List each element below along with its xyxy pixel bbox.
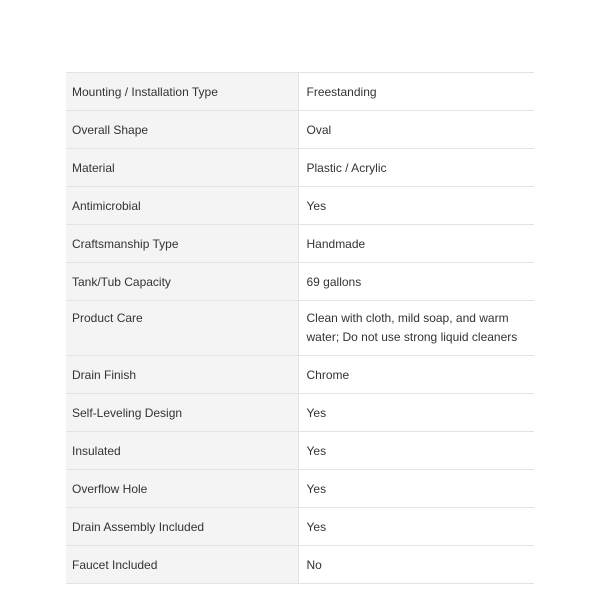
spec-row-product-care <box>66 301 534 356</box>
spec-row-craftsmanship-type <box>66 225 534 263</box>
spec-row-tub-capacity <box>66 263 534 301</box>
spec-value: Handmade <box>298 225 534 263</box>
spec-label: Insulated <box>66 432 298 470</box>
spec-row-self-leveling <box>66 394 534 432</box>
spec-value: Oval <box>298 111 534 149</box>
spec-label: Material <box>66 149 298 187</box>
spec-value: Yes <box>298 470 534 508</box>
spec-row-drain-finish <box>66 356 534 394</box>
spec-row-overflow-hole <box>66 470 534 508</box>
spec-value: Yes <box>298 394 534 432</box>
spec-value: Plastic / Acrylic <box>298 149 534 187</box>
specifications-table <box>66 72 534 584</box>
spec-label: Tank/Tub Capacity <box>66 263 298 301</box>
spec-row-material <box>66 149 534 187</box>
spec-label: Overall Shape <box>66 111 298 149</box>
spec-value: No <box>298 546 534 584</box>
spec-row-overall-shape <box>66 111 534 149</box>
spec-label: Craftsmanship Type <box>66 225 298 263</box>
spec-value: Freestanding <box>298 73 534 111</box>
spec-label: Drain Assembly Included <box>66 508 298 546</box>
spec-label: Overflow Hole <box>66 470 298 508</box>
spec-row-mounting-type <box>66 73 534 111</box>
spec-label: Product Care <box>66 301 298 356</box>
spec-label: Mounting / Installation Type <box>66 73 298 111</box>
spec-value: 69 gallons <box>298 263 534 301</box>
spec-value: Yes <box>298 508 534 546</box>
spec-label: Antimicrobial <box>66 187 298 225</box>
spec-value: Chrome <box>298 356 534 394</box>
spec-row-drain-assembly <box>66 508 534 546</box>
spec-row-antimicrobial <box>66 187 534 225</box>
spec-value: Yes <box>298 187 534 225</box>
spec-value: Yes <box>298 432 534 470</box>
spec-label: Faucet Included <box>66 546 298 584</box>
spec-value: Clean with cloth, mild soap, and warm water; Do not use strong liquid cleaners <box>298 301 534 356</box>
spec-row-insulated <box>66 432 534 470</box>
spec-row-faucet-included <box>66 546 534 584</box>
spec-label: Self-Leveling Design <box>66 394 298 432</box>
spec-label: Drain Finish <box>66 356 298 394</box>
